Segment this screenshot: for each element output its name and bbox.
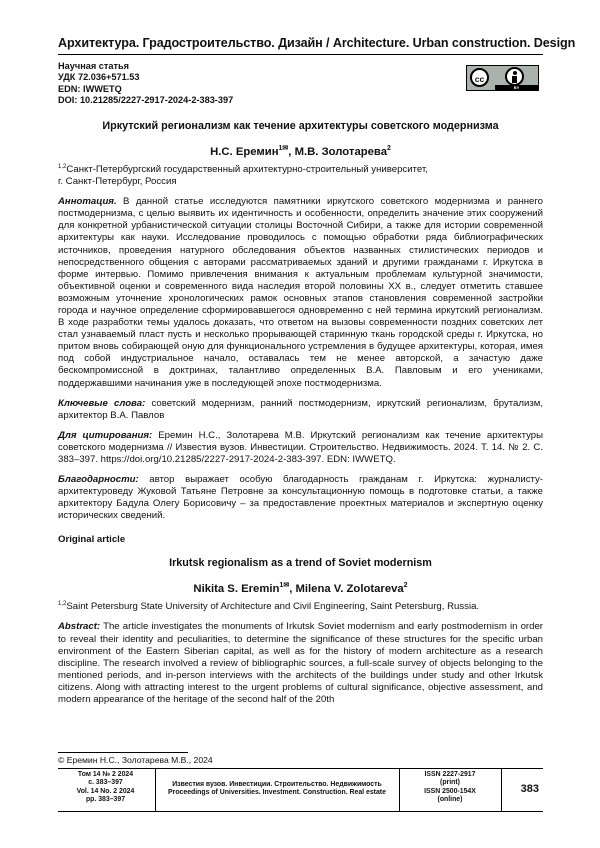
copyright-notice: © Еремин Н.С., Золотарева М.В., 2024 xyxy=(58,755,213,765)
page-footer xyxy=(58,768,543,812)
affiliation-line: Saint Petersburg State University of Architecture and Civil Engineering, Saint Petersburg, Russia. xyxy=(66,601,480,613)
author-name: М.В. Золотарева xyxy=(294,145,387,158)
article-page xyxy=(58,36,576,706)
abstract-label: Аннотация. xyxy=(58,196,117,208)
author-affiliation-mark: 2 xyxy=(403,582,408,590)
edn: EDN: IWWETQ xyxy=(58,83,122,94)
page-number: 383 xyxy=(520,783,539,795)
copyright-rule xyxy=(58,752,188,753)
header-rule xyxy=(58,54,543,55)
abstract-en xyxy=(58,621,543,706)
udk: УДК 72.036+571.53 xyxy=(58,72,140,83)
original-article-label: Original article xyxy=(58,534,126,546)
journal-title: Архитектура. Градостроительство. Дизайн / Architecture. Urban construction. Design xyxy=(58,36,576,50)
authors-en xyxy=(58,581,543,595)
attribution-icon xyxy=(505,67,524,86)
doi: DOI: 10.21285/2227-2917-2024-2-383-397 xyxy=(58,94,234,105)
footer-divider xyxy=(501,769,502,811)
author-name: Н.С. Еремин xyxy=(210,145,279,158)
affiliation-en xyxy=(58,598,543,613)
author-affiliation-mark: 2 xyxy=(386,145,391,153)
abstract-ru xyxy=(58,196,543,390)
affiliation-mark: 1,2 xyxy=(58,601,67,608)
cc-by-license-logo xyxy=(466,65,539,91)
author-separator: , xyxy=(288,145,295,158)
issn-online: ISSN 2500-154X xyxy=(424,787,476,795)
issn-print-note: (print) xyxy=(440,779,460,787)
cc-icon: cc xyxy=(470,68,489,87)
authors-ru xyxy=(58,144,543,158)
author-name: Milena V. Zolotareva xyxy=(295,583,404,596)
abstract-text: В данной статье исследуются памятники иркутского советского модернизма и раннего постмодернизма, с целью выявить их идентичность и особенности, определить значение этих сооружений для конкретной урбанистической ситуации столицы Восточной Сибири, а также для истории современной архитектуры как науки. Исследование проводилось с помощью обработки ряда библиографических источников, проведения натурного обследования объектов названных стилистических периодов и непосредственного общения с авторами рассматриваемых зданий и другими гражданами г. Иркутска в форме интервью. Помимо привлечения внимания к актуальным проблемам культурной значимости, объективной оценки и современного вида наследия второй половины XX в., следует отметить ставшее возможным уточнение хронологических рамок основных этапов становления современной застройки города и научное определение сформировавшегося одновременно с ней термина иркутский регионализм. В ходе разработки темы удалось доказать, что ответом на вызовы современности поздних советских лет стал узнаваемый пласт пусть и несколько прорывающей старинную ткань городской среды г. Иркутска, но притом вновь собирающей оную для функционального устремления в будущее архитектуры, которая, имея под собой индустриальное начало, оставалась тем не менее авторской, а зачастую даже бескомпромиссной в доктринах, талантливо определенных В.А. Павловым и его учениками, поддержавшими начинания уже в последующей эпохе постмодернизма. xyxy=(58,196,543,389)
acknowledgments-text: автор выражает особую благодарность гражданам г. Иркутска: журналисту-архитектуроведу Жуковой Татьяне Петровне за консультационную помощь в подготовке статьи, а также архитектору Бадула Олегу Борисовичу – за предоставление проектных материалов и экспертную оценку исторических сведений. xyxy=(58,474,543,522)
issn-print: ISSN 2227-2917 xyxy=(424,771,476,778)
affiliation-line: Санкт-Петербургский государственный архитектурно-строительный университет, xyxy=(66,164,428,176)
abstract-text: The article investigates the monuments of Irkutsk Soviet modernism and early postmodernism in order to reveal their identity and peculiarities, to determine the significance of these structures for the specific urban environment of the Eastern Siberian capital, as well as for the history of modern architecture as a research discipline. The research involved a review of bibliographic sources, a full-scale survey of objects belonging to the mentioned periods, and in-person interviews with the architects of the buildings under study and other Irkutsk citizens. Along with attracting interest to the urgent problems of cultural significance, objective assessment, and modern appearance of the heritage of the second half of the 20th xyxy=(58,621,543,705)
pages-ru: с. 383–397 xyxy=(88,779,123,787)
affiliation-line: г. Санкт-Петербург, Россия xyxy=(58,176,177,188)
author-affiliation-mark: 1✉ xyxy=(279,582,290,590)
author-affiliation-mark: 1✉ xyxy=(278,145,289,153)
abstract-label: Abstract: xyxy=(58,621,101,633)
acknowledgments-label: Благодарности: xyxy=(58,474,139,486)
citation-text: Еремин Н.С., Золотарева М.В. Иркутский регионализм как течение архитектуры советского модернизма // Известия вузов. Инвестиции. Строительство. Недвижимость. 2024. Т. 14. № 2. С. 383–397. https://doi.org/10.21285/2227-2917-2024-2-383-397. EDN: IWWETQ. xyxy=(58,429,543,466)
keywords-ru xyxy=(58,398,543,422)
author-name: Nikita S. Eremin xyxy=(193,583,280,596)
citation-ru xyxy=(58,430,543,466)
footer-divider xyxy=(155,769,156,811)
article-title-en: Irkutsk regionalism as a trend of Soviet modernism xyxy=(169,557,432,570)
footer-journal-name xyxy=(157,781,397,798)
footer-divider xyxy=(399,769,400,811)
volume-en: Vol. 14 No. 2 2024 xyxy=(76,787,135,795)
article-title-ru: Иркутский регионализм как течение архитектуры советского модернизма xyxy=(102,120,499,133)
keywords-text: советский модернизм, ранний постмодернизм, иркутский регионализм, брутализм, архитектор В.А. Павлов xyxy=(58,397,543,421)
by-label: BY xyxy=(495,85,538,90)
journal-name-en: Proceedings of Universities. Investment. Construction. Real estate xyxy=(168,789,386,797)
author-separator: , xyxy=(289,583,296,596)
volume-ru: Том 14 № 2 2024 xyxy=(77,771,134,778)
footer-volume-info xyxy=(58,771,153,804)
journal-name-ru: Известия вузов. Инвестиции. Строительство. Недвижимость xyxy=(172,781,382,788)
affiliation-ru xyxy=(58,161,543,188)
footer-issn xyxy=(401,771,499,804)
affiliation-mark: 1,2 xyxy=(58,163,67,170)
citation-label: Для цитирования: xyxy=(58,429,153,441)
pages-en: pp. 383–397 xyxy=(85,795,126,803)
issn-online-note: (online) xyxy=(437,795,463,803)
article-type: Научная статья xyxy=(58,61,129,71)
keywords-label: Ключевые слова: xyxy=(58,397,146,409)
acknowledgments-ru xyxy=(58,474,543,522)
